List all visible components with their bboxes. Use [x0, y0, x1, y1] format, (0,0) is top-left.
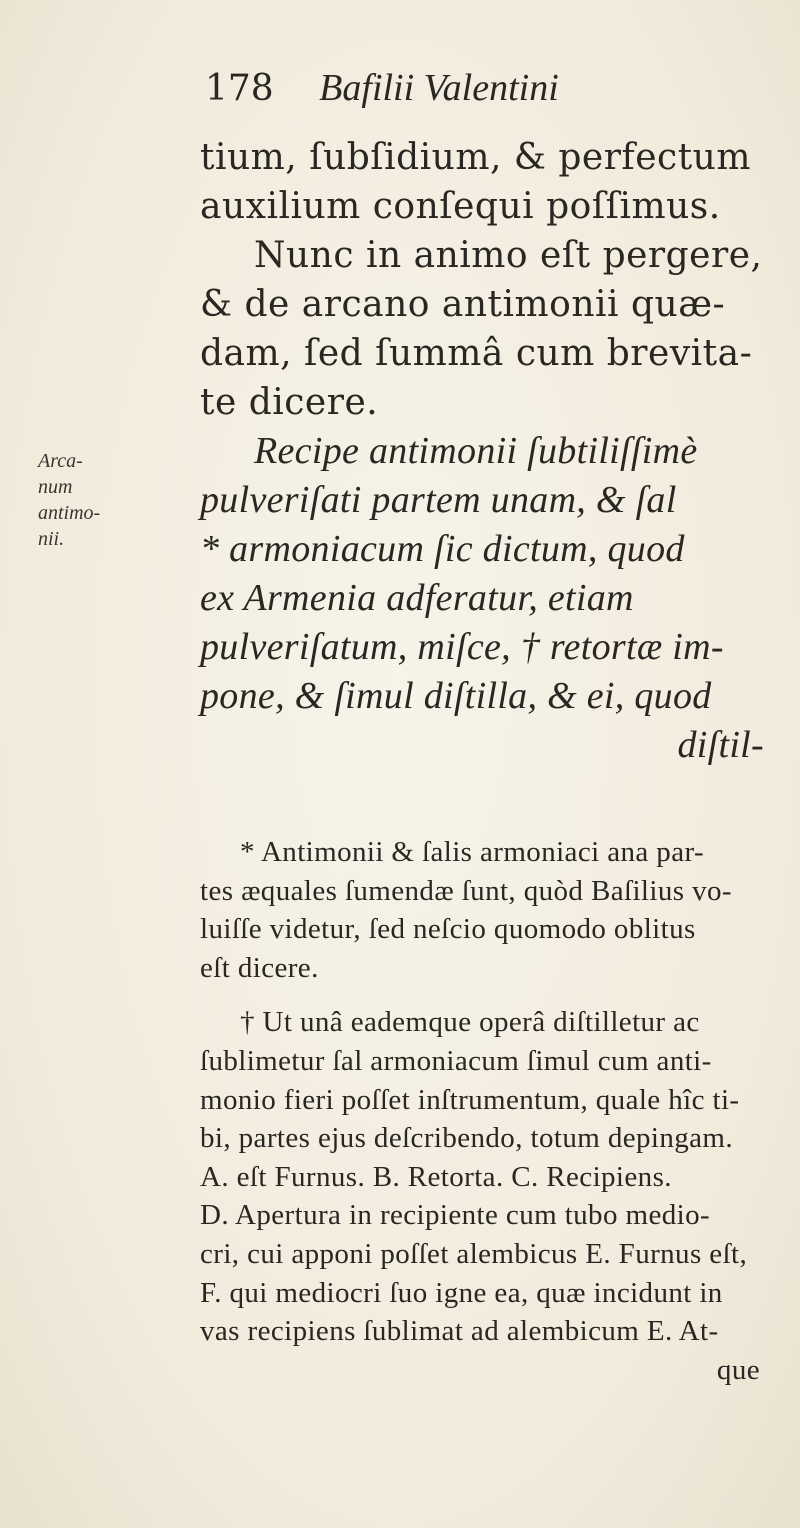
footnote-line: † Ut unâ eademque operâ diſtilletur ac: [240, 1006, 700, 1039]
footnote-line: A. eſt Furnus. B. Retorta. C. Recipiens.: [200, 1160, 672, 1193]
footnote-line: luiſſe videtur, ſed neſcio quomodo oblitus: [200, 913, 696, 946]
footnote-line: ſublimetur ſal armoniacum ſimul cum anti-: [200, 1044, 712, 1077]
footnote-line: monio fieri poſſet inſtrumentum, quale hîc ti-: [200, 1083, 740, 1116]
footnote-line: D. Apertura in recipiente cum tubo medio-: [200, 1199, 711, 1232]
footnote-line: F. qui mediocri ſuo igne ea, quæ incidunt in: [200, 1276, 723, 1309]
text-line: Nunc in animo eſt pergere,: [254, 235, 763, 276]
text-line: diſtil-: [677, 724, 764, 766]
footnote-line: tes æquales ſumendæ ſunt, quòd Baſilius vo-: [200, 874, 732, 907]
page-number: 178: [205, 68, 274, 109]
text-line: pulveriſati partem unam, & ſal: [200, 479, 677, 521]
text-line: Recipe antimonii ſubtiliſſimè: [254, 430, 698, 472]
text-line: pone, & ſimul diſtilla, & ei, quod: [200, 675, 712, 717]
text-line: auxilium conſequi poſſimus.: [200, 186, 721, 227]
footnote-line: * Antimonii & ſalis armoniaci ana par-: [240, 836, 705, 868]
footnote-gap: [200, 987, 780, 1003]
margin-note-line: antimo-: [38, 502, 101, 524]
running-head: [205, 68, 559, 109]
text-line: tium, ſubſidium, & perfectum: [200, 137, 751, 178]
text-line: dam, ſed ſummâ cum brevita-: [200, 333, 753, 374]
main-text: [200, 133, 770, 770]
running-title: Bafilii Valentini: [319, 67, 559, 109]
footnote-line: vas recipiens ſublimat ad alembicum E. At-: [200, 1315, 719, 1348]
margin-note-line: nii.: [38, 528, 65, 550]
text-line: ex Armenia adferatur, etiam: [200, 577, 634, 619]
margin-note-line: Arca-: [38, 450, 83, 472]
footnote-line: cri, cui apponi poſſet alembicus E. Furnus eſt,: [200, 1237, 748, 1270]
footnotes: [200, 833, 780, 1389]
margin-note: [38, 448, 158, 552]
footnote-line: bi, partes ejus deſcribendo, totum depingam.: [200, 1122, 734, 1155]
footnote-line: que: [716, 1353, 760, 1386]
text-line: & de arcano antimonii quæ-: [200, 284, 726, 325]
text-line: te dicere.: [200, 382, 379, 423]
margin-note-line: num: [38, 476, 73, 498]
footnote-line: eſt dicere.: [200, 951, 319, 984]
text-line: * armoniacum ſic dictum, quod: [200, 528, 685, 570]
text-line: pulveriſatum, miſce, † retortæ im-: [200, 626, 724, 668]
